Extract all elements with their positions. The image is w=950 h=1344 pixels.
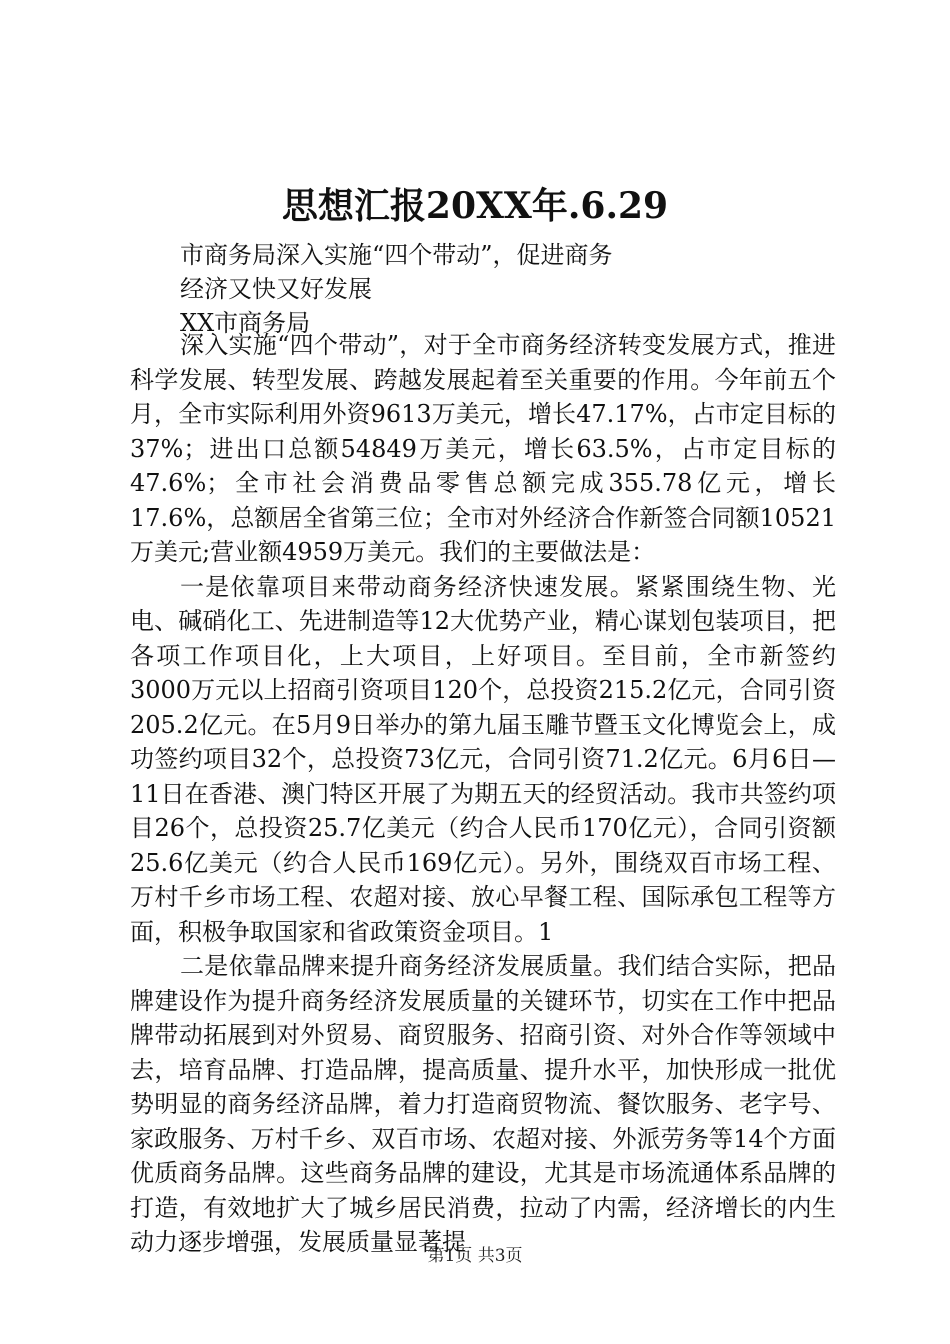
paragraph-projects: 一是依靠项目来带动商务经济快速发展。紧紧围绕生物、光电、碱硝化工、先进制造等12大优势产业，精心谋划包装项目，把各项工作项目化，上大项目，上好项目。至目前，全市新签约3000万元以上招商引资项目120个，总投资215.2亿元，合同引资205.2亿元。在5月9日举办的第九届玉雕节暨玉文化博览会上，成功签约项目32个，总投资73亿元，合同引资71.2亿元。6月6日—11日在香港、澳门特区开展了为期五天的经贸活动。我市共签约项目26个，总投资25.7亿美元（约合人民币170亿元），合同引资额25.6亿美元（约合人民币169亿元）。另外，围绕双百市场工程、万村千乡市场工程、农超对接、放心早餐工程、国际承包工程等方面，积极争取国家和省政策资金项目。1	[130, 572, 836, 946]
paragraph-intro: 深入实施“四个带动”，对于全市商务经济转变发展方式，推进科学发展、转型发展、跨越发展起着至关重要的作用。今年前五个月，全市实际利用外资9613万美元，增长47.17%，占市定目标的37%；进出口总额54849万美元，增长63.5%，占市定目标的47.6%；全市社会消费品零售总额完成355.78亿元，增长17.6%，总额居全省第三位；全市对外经济合作新签合同额10521万美元;营业额4959万美元。我们的主要做法是：	[130, 331, 836, 566]
subtitle-line-1: 市商务局深入实施“四个带动”，促进商务	[180, 241, 613, 269]
paragraph-brands: 二是依靠品牌来提升商务经济发展质量。我们结合实际，把品牌建设作为提升商务经济发展质量的关键环节，切实在工作中把品牌带动拓展到对外贸易、商贸服务、招商引资、对外合作等领域中去，培育品牌、打造品牌，提高质量、提升水平，加快形成一批优势明显的商务经济品牌，着力打造商贸物流、餐饮服务、老字号、家政服务、万村千乡、双百市场、农超对接、外派劳务等14个方面优质商务品牌。这些商务品牌的建设，尤其是市场流通体系品牌的打造，有效地扩大了城乡居民消费，拉动了内需，经济增长的内生动力逐步增强，发展质量显著提	[130, 952, 836, 1256]
author-line: XX市商务局	[180, 309, 311, 337]
subtitle-block	[180, 238, 820, 340]
document-body	[130, 328, 836, 1260]
document-title: 思想汇报20XX年.6.29	[281, 185, 669, 227]
subtitle-line-2: 经济又快又好发展	[180, 275, 372, 303]
page-footer: 第1页 共3页	[427, 1246, 523, 1266]
